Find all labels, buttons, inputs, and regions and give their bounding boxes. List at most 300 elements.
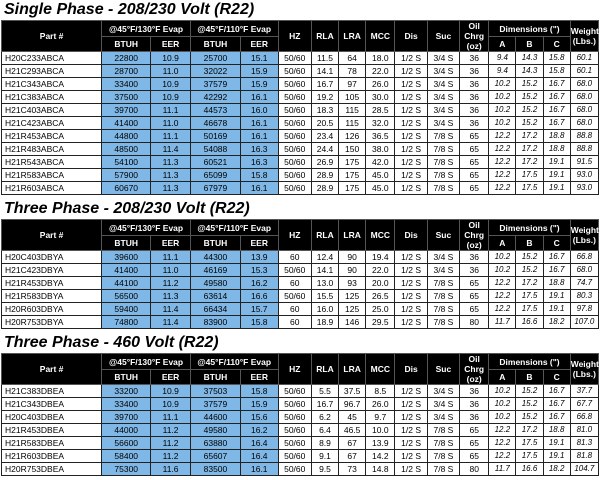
- cell-weight: 68.0: [570, 264, 598, 277]
- cell-mcc: 18.0: [366, 52, 395, 65]
- cell-dim-b: 17.5: [516, 290, 543, 303]
- cell-dim-b: 15.2: [516, 91, 543, 104]
- table-row: [2, 130, 599, 143]
- cell-dim-b: 17.5: [516, 182, 543, 195]
- table-row: [2, 437, 599, 450]
- cell-hz: 50/60: [278, 169, 311, 182]
- cell-oil-charge: 36: [460, 65, 489, 78]
- section-title: Three Phase - 460 Volt (R22): [4, 334, 219, 351]
- cell-dim-b: 17.2: [516, 277, 543, 290]
- cell-dim-a: 10.2: [489, 91, 516, 104]
- cell-dis: 1/2 S: [395, 398, 427, 411]
- cell-dim-a: 10.2: [489, 78, 516, 91]
- cell-dim-c: 19.1: [543, 169, 570, 182]
- cell-suc: 7/8 S: [427, 316, 459, 329]
- header-btuh: BTUH: [190, 370, 240, 385]
- cell-oil-charge: 65: [460, 169, 489, 182]
- cell-dim-b: 15.2: [516, 78, 543, 91]
- cell-weight: 68.0: [570, 78, 598, 91]
- table-row: [2, 290, 599, 303]
- header-suc: Suc: [427, 220, 459, 251]
- cell-hz: 50/60: [278, 143, 311, 156]
- cell-dim-a: 12.2: [489, 130, 516, 143]
- cell-dim-a: 9.4: [489, 52, 516, 65]
- header-dis: Dis: [395, 220, 427, 251]
- cell-eer-130: 11.6: [151, 463, 191, 476]
- cell-weight: 88.8: [570, 130, 598, 143]
- cell-weight: 66.8: [570, 411, 598, 424]
- cell-mcc: 38.0: [366, 143, 395, 156]
- cell-dim-b: 17.5: [516, 169, 543, 182]
- cell-btuh-130: 39700: [102, 104, 151, 117]
- cell-btuh-130: 59400: [102, 303, 151, 316]
- table-row: [2, 316, 599, 329]
- cell-btuh-130: 44800: [102, 130, 151, 143]
- cell-hz: 60: [278, 251, 311, 264]
- cell-mcc: 36.5: [366, 130, 395, 143]
- cell-hz: 50/60: [278, 78, 311, 91]
- cell-rla: 9.5: [311, 463, 338, 476]
- cell-lra: 115: [339, 117, 366, 130]
- cell-btuh-130: 39700: [102, 411, 151, 424]
- cell-suc: 7/8 S: [427, 182, 459, 195]
- header-part: Part #: [2, 21, 102, 52]
- table-row: [2, 91, 599, 104]
- cell-suc: 7/8 S: [427, 169, 459, 182]
- cell-eer-130: 10.9: [151, 385, 191, 398]
- cell-mcc: 22.0: [366, 65, 395, 78]
- header-suc: Suc: [427, 354, 459, 385]
- cell-mcc: 42.0: [366, 156, 395, 169]
- cell-dim-b: 15.2: [516, 264, 543, 277]
- cell-dis: 1/2 S: [395, 169, 427, 182]
- cell-oil-charge: 36: [460, 251, 489, 264]
- cell-oil-charge: 65: [460, 143, 489, 156]
- cell-btuh-110: 83500: [190, 463, 240, 476]
- cell-dim-a: 12.2: [489, 424, 516, 437]
- cell-btuh-110: 63614: [190, 290, 240, 303]
- cell-lra: 125: [339, 290, 366, 303]
- cell-dim-c: 18.2: [543, 463, 570, 476]
- cell-oil-charge: 36: [460, 264, 489, 277]
- cell-dis: 1/2 S: [395, 290, 427, 303]
- cell-mcc: 20.0: [366, 277, 395, 290]
- cell-lra: 46.5: [339, 424, 366, 437]
- cell-dim-a: 10.2: [489, 117, 516, 130]
- cell-part-number: H21R483ABCA: [2, 143, 102, 156]
- cell-dim-b: 17.5: [516, 437, 543, 450]
- cell-eer-110: 16.6: [240, 290, 278, 303]
- header-rla: RLA: [311, 220, 338, 251]
- cell-dis: 1/2 S: [395, 264, 427, 277]
- cell-eer-130: 11.1: [151, 251, 191, 264]
- cell-eer-130: 11.0: [151, 117, 191, 130]
- cell-btuh-130: 58400: [102, 450, 151, 463]
- cell-mcc: 45.0: [366, 169, 395, 182]
- spec-section: [0, 199, 600, 333]
- cell-part-number: H21R583DBYA: [2, 290, 102, 303]
- header-dim-c: C: [543, 37, 570, 52]
- header-dis: Dis: [395, 21, 427, 52]
- cell-dis: 1/2 S: [395, 385, 427, 398]
- cell-btuh-110: 66434: [190, 303, 240, 316]
- cell-rla: 19.2: [311, 91, 338, 104]
- cell-eer-130: 10.9: [151, 52, 191, 65]
- cell-lra: 78: [339, 65, 366, 78]
- cell-hz: 60: [278, 316, 311, 329]
- cell-dis: 1/2 S: [395, 117, 427, 130]
- spec-section: [0, 333, 600, 480]
- cell-eer-130: 11.3: [151, 290, 191, 303]
- cell-suc: 3/4 S: [427, 251, 459, 264]
- cell-dim-c: 19.1: [543, 303, 570, 316]
- header-oil: Oil Chrg (oz): [460, 354, 489, 385]
- cell-mcc: 32.0: [366, 117, 395, 130]
- header-hz: HZ: [278, 220, 311, 251]
- cell-eer-110: 16.1: [240, 182, 278, 195]
- cell-part-number: H21C293ABCA: [2, 65, 102, 78]
- header-dim-b: B: [516, 370, 543, 385]
- cell-mcc: 26.0: [366, 78, 395, 91]
- cell-mcc: 13.9: [366, 437, 395, 450]
- cell-part-number: H21R583DBEA: [2, 437, 102, 450]
- cell-lra: 90: [339, 264, 366, 277]
- cell-dim-b: 17.2: [516, 130, 543, 143]
- cell-mcc: 29.5: [366, 316, 395, 329]
- cell-weight: 81.0: [570, 424, 598, 437]
- header-dim-a: A: [489, 236, 516, 251]
- cell-rla: 11.5: [311, 52, 338, 65]
- cell-dis: 1/2 S: [395, 143, 427, 156]
- cell-dis: 1/2 S: [395, 130, 427, 143]
- cell-btuh-130: 22800: [102, 52, 151, 65]
- cell-dim-c: 18.8: [543, 277, 570, 290]
- cell-rla: 20.5: [311, 117, 338, 130]
- cell-eer-110: 15.9: [240, 398, 278, 411]
- table-row: [2, 251, 599, 264]
- cell-btuh-130: 74800: [102, 316, 151, 329]
- cell-weight: 91.5: [570, 156, 598, 169]
- header-dim-c: C: [543, 236, 570, 251]
- cell-hz: 50/60: [278, 385, 311, 398]
- cell-hz: 60: [278, 303, 311, 316]
- cell-part-number: H20C403DBYA: [2, 251, 102, 264]
- cell-weight: 66.8: [570, 251, 598, 264]
- cell-eer-110: 16.3: [240, 143, 278, 156]
- cell-btuh-130: 33400: [102, 78, 151, 91]
- cell-dim-c: 16.7: [543, 251, 570, 264]
- cell-suc: 7/8 S: [427, 130, 459, 143]
- table-row: [2, 117, 599, 130]
- cell-weight: 81.8: [570, 450, 598, 463]
- cell-suc: 3/4 S: [427, 65, 459, 78]
- cell-weight: 80.3: [570, 290, 598, 303]
- cell-lra: 90: [339, 251, 366, 264]
- cell-dim-c: 16.7: [543, 117, 570, 130]
- cell-oil-charge: 65: [460, 290, 489, 303]
- cell-hz: 60: [278, 277, 311, 290]
- cell-lra: 67: [339, 437, 366, 450]
- cell-rla: 16.0: [311, 303, 338, 316]
- cell-weight: 60.1: [570, 65, 598, 78]
- cell-suc: 7/8 S: [427, 156, 459, 169]
- cell-dim-a: 12.2: [489, 290, 516, 303]
- cell-lra: 67: [339, 450, 366, 463]
- cell-eer-130: 11.2: [151, 277, 191, 290]
- cell-dim-b: 14.3: [516, 52, 543, 65]
- header-lra: LRA: [339, 21, 366, 52]
- cell-lra: 175: [339, 169, 366, 182]
- cell-dim-a: 12.2: [489, 169, 516, 182]
- cell-eer-110: 15.8: [240, 316, 278, 329]
- cell-suc: 3/4 S: [427, 398, 459, 411]
- cell-dim-b: 14.3: [516, 65, 543, 78]
- cell-rla: 13.0: [311, 277, 338, 290]
- cell-rla: 9.1: [311, 450, 338, 463]
- header-hz: HZ: [278, 354, 311, 385]
- cell-rla: 6.2: [311, 411, 338, 424]
- cell-dis: 1/2 S: [395, 156, 427, 169]
- cell-btuh-130: 48500: [102, 143, 151, 156]
- header-dim-b: B: [516, 37, 543, 52]
- header-mcc: MCC: [366, 354, 395, 385]
- cell-dis: 1/2 S: [395, 251, 427, 264]
- cell-rla: 16.7: [311, 398, 338, 411]
- header-eer: EER: [240, 37, 278, 52]
- cell-dim-a: 10.2: [489, 385, 516, 398]
- cell-lra: 73: [339, 463, 366, 476]
- header-evap130: @45°F/130°F Evap: [102, 354, 191, 370]
- section-title: Three Phase - 208/230 Volt (R22): [4, 200, 250, 217]
- cell-oil-charge: 65: [460, 450, 489, 463]
- cell-eer-110: 16.2: [240, 277, 278, 290]
- cell-lra: 64: [339, 52, 366, 65]
- cell-mcc: 26.0: [366, 398, 395, 411]
- cell-mcc: 30.0: [366, 91, 395, 104]
- cell-part-number: H21R543ABCA: [2, 156, 102, 169]
- cell-part-number: H20C233ABCA: [2, 52, 102, 65]
- cell-rla: 28.9: [311, 169, 338, 182]
- cell-weight: 68.0: [570, 91, 598, 104]
- cell-btuh-110: 37579: [190, 398, 240, 411]
- table-row: [2, 78, 599, 91]
- cell-suc: 3/4 S: [427, 117, 459, 130]
- cell-eer-110: 16.1: [240, 117, 278, 130]
- cell-eer-110: 16.3: [240, 156, 278, 169]
- cell-rla: 14.1: [311, 264, 338, 277]
- table-row: [2, 169, 599, 182]
- header-evap130: @45°F/130°F Evap: [102, 21, 191, 37]
- cell-btuh-110: 54088: [190, 143, 240, 156]
- spec-table: [1, 20, 599, 195]
- cell-mcc: 10.0: [366, 424, 395, 437]
- cell-dis: 1/2 S: [395, 411, 427, 424]
- cell-dim-c: 16.7: [543, 91, 570, 104]
- cell-dim-b: 17.5: [516, 450, 543, 463]
- header-dim-b: B: [516, 236, 543, 251]
- cell-oil-charge: 36: [460, 78, 489, 91]
- cell-part-number: H21C423ABCA: [2, 117, 102, 130]
- cell-lra: 37.5: [339, 385, 366, 398]
- cell-dim-a: 10.2: [489, 251, 516, 264]
- cell-btuh-130: 75300: [102, 463, 151, 476]
- cell-dim-c: 18.8: [543, 424, 570, 437]
- cell-mcc: 8.5: [366, 385, 395, 398]
- cell-btuh-130: 54100: [102, 156, 151, 169]
- cell-mcc: 26.5: [366, 290, 395, 303]
- header-part: Part #: [2, 354, 102, 385]
- header-eer: EER: [240, 370, 278, 385]
- cell-rla: 23.4: [311, 130, 338, 143]
- cell-weight: 93.0: [570, 169, 598, 182]
- header-eer: EER: [151, 37, 191, 52]
- cell-oil-charge: 65: [460, 424, 489, 437]
- cell-btuh-110: 46169: [190, 264, 240, 277]
- cell-rla: 14.1: [311, 65, 338, 78]
- cell-eer-110: 15.8: [240, 385, 278, 398]
- cell-dim-a: 12.2: [489, 450, 516, 463]
- cell-weight: 93.0: [570, 182, 598, 195]
- cell-part-number: H21C383DBEA: [2, 385, 102, 398]
- cell-rla: 5.5: [311, 385, 338, 398]
- header-mcc: MCC: [366, 21, 395, 52]
- cell-hz: 50/60: [278, 463, 311, 476]
- cell-dim-c: 16.7: [543, 104, 570, 117]
- cell-dis: 1/2 S: [395, 437, 427, 450]
- cell-eer-130: 11.1: [151, 411, 191, 424]
- cell-dim-a: 10.2: [489, 104, 516, 117]
- cell-eer-110: 15.9: [240, 78, 278, 91]
- cell-oil-charge: 65: [460, 277, 489, 290]
- table-row: [2, 104, 599, 117]
- cell-rla: 16.7: [311, 78, 338, 91]
- cell-dim-c: 19.1: [543, 437, 570, 450]
- cell-eer-110: 15.8: [240, 169, 278, 182]
- header-part: Part #: [2, 220, 102, 251]
- cell-dim-c: 19.1: [543, 450, 570, 463]
- cell-btuh-110: 44600: [190, 411, 240, 424]
- cell-eer-130: 11.0: [151, 65, 191, 78]
- cell-weight: 74.7: [570, 277, 598, 290]
- cell-eer-110: 15.3: [240, 264, 278, 277]
- cell-eer-130: 11.2: [151, 450, 191, 463]
- cell-lra: 115: [339, 104, 366, 117]
- cell-eer-130: 10.9: [151, 398, 191, 411]
- header-eer: EER: [240, 236, 278, 251]
- cell-rla: 15.5: [311, 290, 338, 303]
- table-row: [2, 277, 599, 290]
- cell-dim-a: 12.2: [489, 277, 516, 290]
- header-evap110: @45°F/110°F Evap: [190, 220, 278, 236]
- cell-dim-c: 16.7: [543, 385, 570, 398]
- header-btuh: BTUH: [102, 37, 151, 52]
- cell-eer-110: 15.7: [240, 303, 278, 316]
- header-dis: Dis: [395, 354, 427, 385]
- cell-hz: 50/60: [278, 450, 311, 463]
- cell-weight: 107.0: [570, 316, 598, 329]
- cell-dim-b: 16.6: [516, 316, 543, 329]
- cell-btuh-110: 42292: [190, 91, 240, 104]
- header-dim-a: A: [489, 370, 516, 385]
- cell-eer-130: 11.3: [151, 169, 191, 182]
- cell-lra: 126: [339, 130, 366, 143]
- cell-oil-charge: 80: [460, 463, 489, 476]
- cell-suc: 3/4 S: [427, 78, 459, 91]
- cell-weight: 67.7: [570, 398, 598, 411]
- cell-suc: 3/4 S: [427, 411, 459, 424]
- cell-eer-110: 16.1: [240, 130, 278, 143]
- cell-suc: 3/4 S: [427, 104, 459, 117]
- table-row: [2, 65, 599, 78]
- cell-hz: 50/60: [278, 104, 311, 117]
- table-row: [2, 411, 599, 424]
- cell-dis: 1/2 S: [395, 316, 427, 329]
- cell-dim-b: 17.2: [516, 143, 543, 156]
- cell-suc: 7/8 S: [427, 450, 459, 463]
- cell-dim-a: 11.7: [489, 463, 516, 476]
- header-dimensions: Dimensions ("): [489, 354, 570, 370]
- cell-eer-130: 11.3: [151, 182, 191, 195]
- table-row: [2, 143, 599, 156]
- header-eer: EER: [151, 370, 191, 385]
- cell-weight: 68.0: [570, 104, 598, 117]
- cell-dim-c: 19.1: [543, 290, 570, 303]
- cell-btuh-130: 33400: [102, 398, 151, 411]
- cell-eer-130: 11.2: [151, 437, 191, 450]
- cell-suc: 3/4 S: [427, 91, 459, 104]
- cell-hz: 50/60: [278, 264, 311, 277]
- table-row: [2, 52, 599, 65]
- cell-oil-charge: 36: [460, 398, 489, 411]
- cell-lra: 146: [339, 316, 366, 329]
- cell-btuh-110: 44300: [190, 251, 240, 264]
- cell-dim-a: 9.4: [489, 65, 516, 78]
- table-row: [2, 303, 599, 316]
- cell-eer-130: 11.0: [151, 264, 191, 277]
- cell-dim-a: 10.2: [489, 398, 516, 411]
- cell-dim-c: 16.7: [543, 264, 570, 277]
- cell-oil-charge: 36: [460, 104, 489, 117]
- cell-dim-a: 12.2: [489, 182, 516, 195]
- table-row: [2, 156, 599, 169]
- cell-part-number: H21C343ABCA: [2, 78, 102, 91]
- cell-weight: 104.7: [570, 463, 598, 476]
- cell-suc: 3/4 S: [427, 264, 459, 277]
- cell-part-number: H21R453ABCA: [2, 130, 102, 143]
- header-weight: Weight (Lbs.): [570, 354, 598, 385]
- spec-section: [0, 0, 600, 199]
- cell-oil-charge: 36: [460, 91, 489, 104]
- cell-dim-b: 15.2: [516, 104, 543, 117]
- cell-dis: 1/2 S: [395, 450, 427, 463]
- cell-eer-110: 16.0: [240, 104, 278, 117]
- cell-btuh-130: 39600: [102, 251, 151, 264]
- cell-eer-110: 16.4: [240, 450, 278, 463]
- cell-dis: 1/2 S: [395, 52, 427, 65]
- header-btuh: BTUH: [190, 236, 240, 251]
- cell-btuh-110: 63880: [190, 437, 240, 450]
- cell-dim-a: 12.2: [489, 437, 516, 450]
- cell-eer-130: 11.4: [151, 303, 191, 316]
- cell-lra: 93: [339, 277, 366, 290]
- header-rla: RLA: [311, 21, 338, 52]
- cell-rla: 28.9: [311, 182, 338, 195]
- cell-oil-charge: 65: [460, 437, 489, 450]
- cell-btuh-110: 60521: [190, 156, 240, 169]
- cell-eer-110: 16.1: [240, 91, 278, 104]
- cell-dis: 1/2 S: [395, 277, 427, 290]
- table-row: [2, 385, 599, 398]
